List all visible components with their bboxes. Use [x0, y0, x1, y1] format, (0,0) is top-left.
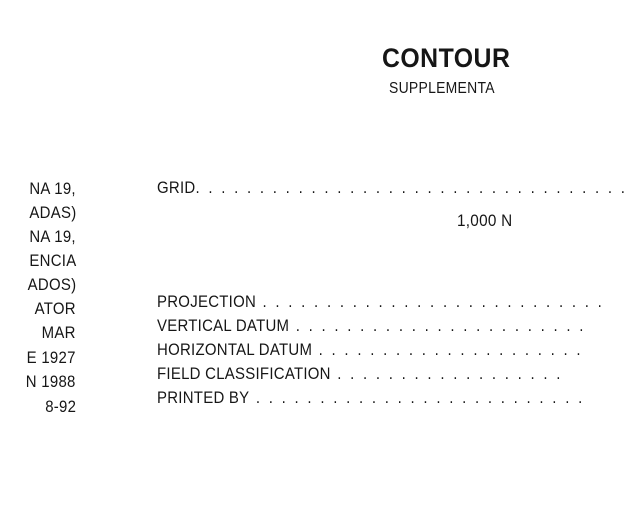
- leader-dots: . . . . . . . . . . . . . . . . . . . . . . . . . . . . . . . . . .: [195, 178, 627, 197]
- grid-row: [157, 178, 627, 198]
- left-line-1: NA 19,: [29, 179, 76, 198]
- leader-dots: . . . . . . . . . . . . . . . . . . . . . . .: [289, 316, 586, 335]
- vertical-datum-label: VERTICAL DATUM: [157, 316, 290, 335]
- horizontal-datum-label: HORIZONTAL DATUM: [157, 340, 313, 359]
- left-line-2: ADAS): [28, 203, 76, 222]
- projection-row: [157, 292, 605, 312]
- printed-by-label: PRINTED BY: [157, 388, 250, 407]
- leader-dots: . . . . . . . . . . . . . . . . . . . . .: [312, 340, 583, 359]
- map-subtitle: SUPPLEMENTA: [389, 80, 495, 97]
- scale-text: 1,000 N: [457, 211, 513, 230]
- left-line-3: NA 19,: [29, 227, 76, 246]
- grid-label: GRID: [157, 178, 196, 197]
- left-line-7: MAR: [41, 323, 76, 342]
- field-classification-label: FIELD CLASSIFICATION: [157, 364, 331, 383]
- left-line-6: ATOR: [34, 299, 76, 318]
- leader-dots: . . . . . . . . . . . . . . . . . .: [330, 364, 563, 383]
- left-line-4: ENCIA: [28, 251, 76, 270]
- printed-by-row: [157, 388, 585, 408]
- map-title: CONTOUR: [382, 43, 511, 73]
- field-classification-row: [157, 364, 562, 384]
- horizontal-datum-row: [157, 340, 583, 360]
- projection-label: PROJECTION: [157, 292, 257, 311]
- leader-dots: . . . . . . . . . . . . . . . . . . . . . . . . . .: [249, 388, 585, 407]
- left-line-9: N 1988: [26, 372, 76, 391]
- left-line-10: 8-92: [44, 397, 76, 416]
- vertical-datum-row: [157, 316, 586, 336]
- leader-dots: . . . . . . . . . . . . . . . . . . . . . . . . . . .: [256, 292, 605, 311]
- left-line-8: E 1927: [26, 348, 76, 367]
- left-line-5: ADOS): [27, 275, 76, 294]
